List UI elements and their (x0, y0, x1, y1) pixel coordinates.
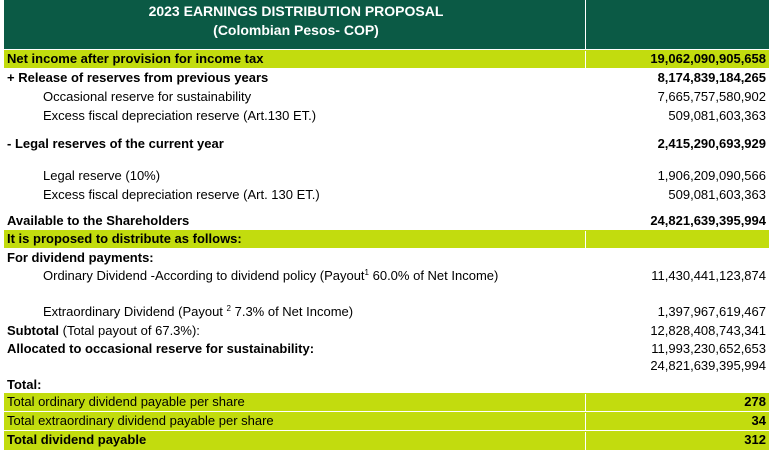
row-available-shareholders (4, 212, 769, 230)
row-net-income (4, 50, 769, 68)
row-legal-reserve-10 (4, 158, 769, 186)
row-value: 11,430,441,123,874 (651, 268, 766, 283)
table-header (4, 0, 769, 50)
row-value: 509,081,603,363 (668, 108, 766, 123)
header-blank-cell (585, 0, 769, 49)
table-subtitle: (Colombian Pesos- COP) (213, 22, 379, 38)
header-title-cell (4, 0, 585, 49)
row-extraordinary-per-share (4, 412, 769, 431)
row-label: - Legal reserves of the current year (7, 136, 224, 151)
row-label: Total: (7, 377, 42, 392)
row-value: 1,906,209,090,566 (657, 168, 766, 183)
ordinary-label-end: 60.0% of Net Income) (369, 268, 499, 283)
row-label-empty (4, 358, 585, 375)
subtotal-label-rest: (Total payout of 67.3%): (59, 323, 200, 338)
row-label (4, 304, 585, 321)
footnote-marker: 2 (226, 304, 231, 313)
extraordinary-label-start: Extraordinary Dividend (Payout (43, 304, 227, 319)
row-value: 12,828,408,743,341 (650, 323, 766, 338)
earnings-distribution-table (4, 0, 769, 450)
row-proposed-distribution (4, 230, 769, 248)
row-label: Allocated to occasional reserve for sustainability: (7, 341, 315, 356)
row-value: 2,415,290,693,929 (657, 136, 766, 151)
footnote-marker: 1 (364, 268, 369, 277)
row-label: For dividend payments: (7, 250, 154, 265)
row-dividend-payments (4, 248, 769, 266)
row-value: 34 (585, 413, 769, 430)
row-total-dividend-payable (4, 431, 769, 450)
row-label: Net income after provision for income tax (7, 51, 264, 66)
table-title: 2023 EARNINGS DISTRIBUTION PROPOSAL (148, 3, 444, 19)
row-label: Legal reserve (10%) (43, 168, 161, 183)
row-extraordinary-dividend (4, 304, 769, 321)
row-value: 24,821,639,395,994 (650, 358, 766, 373)
row-label (4, 268, 585, 304)
row-label: Excess fiscal depreciation reserve (Art.130 ET.) (43, 108, 317, 123)
row-ordinary-per-share (4, 393, 769, 412)
extraordinary-label-end: 7.3% of Net Income) (230, 304, 354, 319)
row-total (4, 375, 769, 393)
row-label: It is proposed to distribute as follows: (7, 231, 242, 246)
row-value: 278 (585, 394, 769, 411)
row-allocated-reserve (4, 340, 769, 358)
row-excess-fiscal-2 (4, 186, 769, 212)
row-value: 24,821,639,395,994 (650, 213, 766, 228)
row-value-empty (585, 231, 769, 248)
row-label: + Release of reserves from previous years (7, 70, 269, 85)
row-legal-reserves (4, 128, 769, 158)
row-total-value (4, 358, 769, 375)
row-label: Total ordinary dividend payable per share (7, 394, 245, 409)
row-subtotal (4, 321, 769, 340)
row-label (4, 323, 585, 340)
row-label: Total dividend payable (7, 432, 147, 447)
row-label: Total extraordinary dividend payable per share (7, 413, 274, 428)
row-excess-fiscal-1 (4, 107, 769, 128)
subtotal-label-bold: Subtotal (7, 323, 59, 338)
row-occasional-reserve (4, 88, 769, 107)
row-value: 312 (585, 432, 769, 450)
row-value-empty (585, 250, 769, 266)
row-value: 1,397,967,619,467 (657, 304, 766, 319)
row-label: Available to the Shareholders (7, 213, 190, 228)
row-value: 8,174,839,184,265 (657, 70, 766, 85)
row-ordinary-dividend (4, 266, 769, 304)
row-value: 11,993,230,652,653 (651, 341, 766, 356)
row-release-reserves (4, 68, 769, 88)
row-value: 509,081,603,363 (668, 187, 766, 202)
ordinary-label-start: Ordinary Dividend -According to dividend policy (Payout (43, 268, 365, 283)
row-label: Excess fiscal depreciation reserve (Art. 130 ET.) (43, 187, 320, 202)
row-value-empty (585, 377, 769, 393)
row-value: 7,665,757,580,902 (657, 89, 766, 104)
row-label: Occasional reserve for sustainability (43, 89, 252, 104)
row-value: 19,062,090,905,658 (585, 51, 769, 68)
